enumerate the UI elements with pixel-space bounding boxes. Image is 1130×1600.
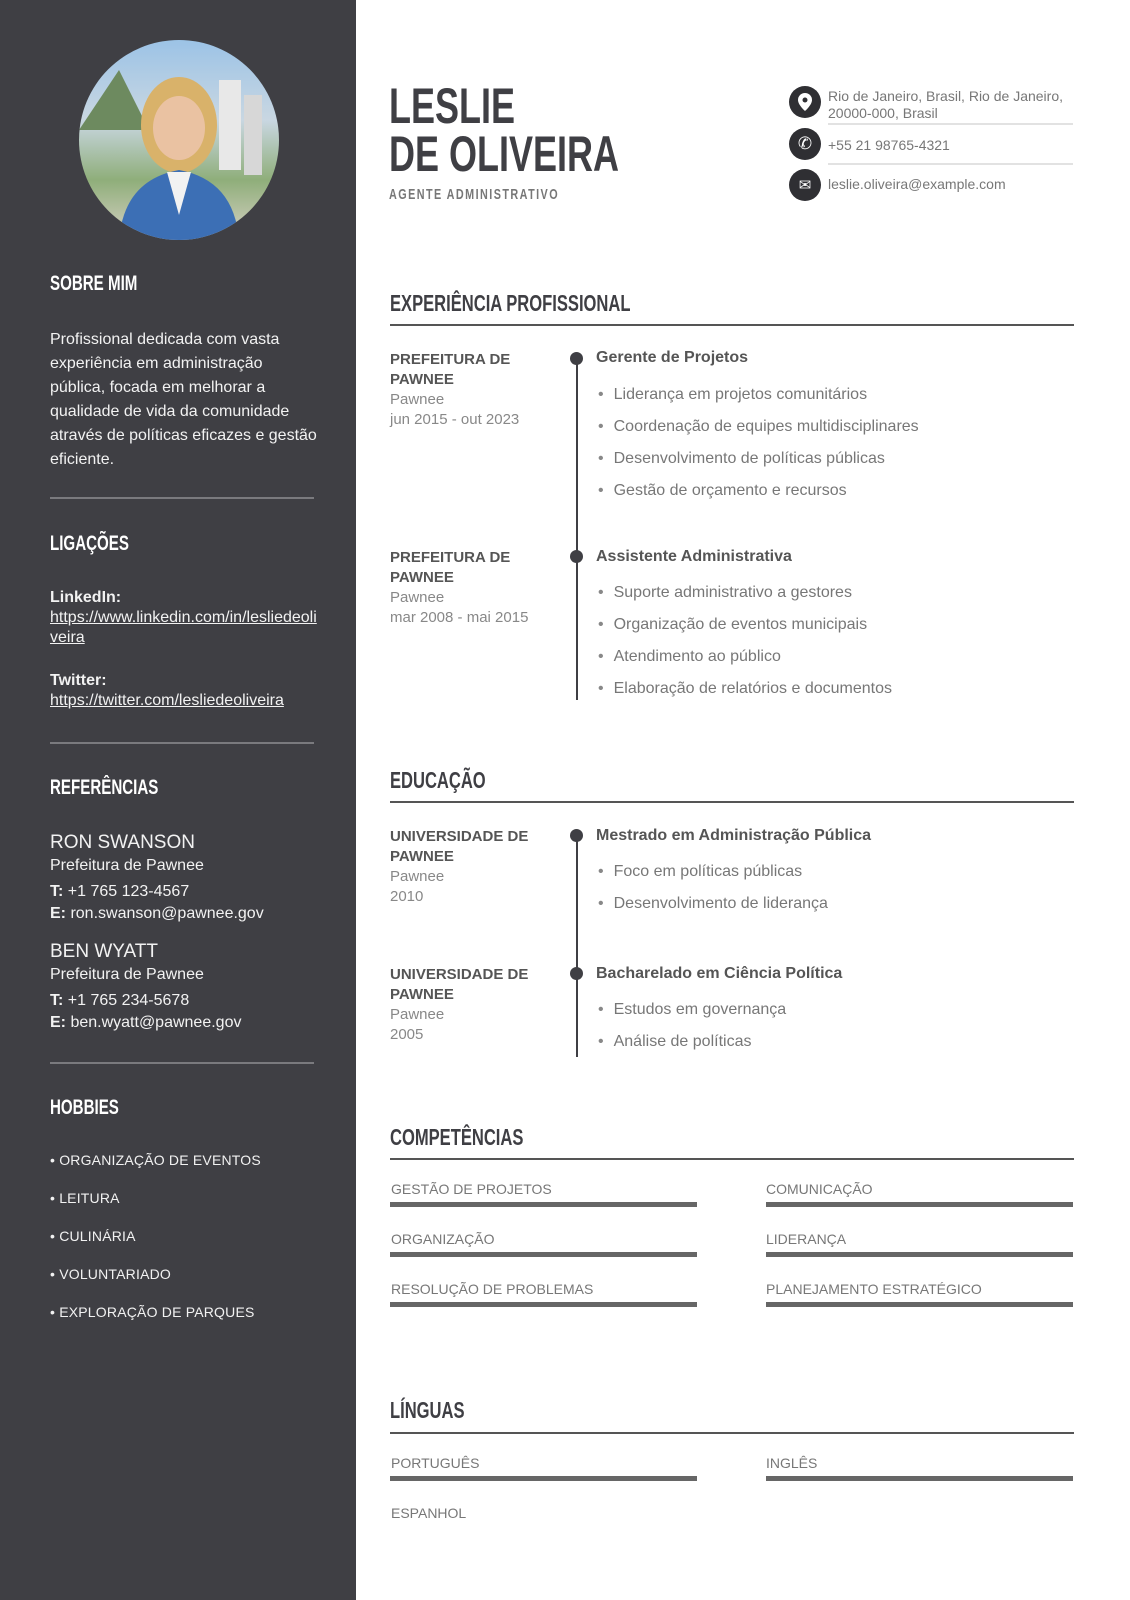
bullet: • Estudos em governança: [598, 1001, 786, 1019]
email: leslie.oliveira@example.com: [828, 176, 1006, 192]
job-title: AGENTE ADMINISTRATIVO: [389, 186, 560, 203]
hobby-item: • EXPLORAÇÃO DE PARQUES: [50, 1304, 255, 1320]
about-text: Profissional dedicada com vasta experiência em administração pública, focada em melhorar a qualidade de vida da comunidade através de políticas eficazes e gestão eficiente.: [50, 331, 317, 468]
skill-name: ORGANIZAÇÃO: [391, 1231, 495, 1247]
language-name: INGLÊS: [766, 1455, 818, 1471]
sidebar: [0, 0, 356, 1600]
hobby-item: • CULINÁRIA: [50, 1228, 136, 1244]
reference-email: ron.swanson@pawnee.gov: [70, 905, 264, 922]
linkedin-label: LinkedIn:: [50, 589, 122, 606]
dates: 2005: [390, 1026, 424, 1043]
hobby-item: • LEITURA: [50, 1190, 120, 1206]
skill-bar: [766, 1252, 1073, 1257]
hobby-item: • VOLUNTARIADO: [50, 1266, 172, 1282]
bullet: • Coordenação de equipes multidisciplinares: [598, 418, 919, 436]
reference-org: Prefeitura de Pawnee: [50, 857, 204, 874]
skill-bar: [390, 1252, 697, 1257]
divider: [390, 324, 1074, 326]
location-icon: [789, 86, 821, 118]
timeline-line: [576, 358, 578, 700]
bullet: • Desenvolvimento de liderança: [598, 895, 828, 913]
reference-name: BEN WYATT: [50, 941, 159, 962]
references-heading: REFERÊNCIAS: [50, 776, 159, 799]
education-heading: EDUCAÇÃO: [390, 767, 486, 793]
divider: [828, 163, 1073, 165]
reference-phone: +1 765 234-5678: [67, 992, 190, 1009]
role: Gerente de Projetos: [596, 349, 749, 366]
org-city: Pawnee: [390, 1006, 445, 1023]
last-name: DE OLIVEIRA: [389, 126, 620, 182]
bullet: • Foco em políticas públicas: [598, 863, 802, 881]
org-city: Pawnee: [390, 868, 445, 885]
org-name: PREFEITURA DE PAWNEE: [390, 351, 511, 388]
degree: Bacharelado em Ciência Política: [596, 965, 843, 982]
org-city: Pawnee: [390, 589, 445, 606]
divider: [390, 1432, 1074, 1434]
reference-email: ben.wyatt@pawnee.gov: [70, 1014, 242, 1031]
language-bar: [390, 1476, 697, 1481]
education-org-info: [390, 965, 560, 1045]
experience-heading: EXPERIÊNCIA PROFISSIONAL: [390, 290, 631, 316]
org-name: UNIVERSIDADE DE PAWNEE: [390, 828, 529, 865]
bullet: • Liderança em projetos comunitários: [598, 386, 867, 404]
dates: mar 2008 - mai 2015: [390, 609, 529, 626]
skill-name: LIDERANÇA: [766, 1231, 847, 1247]
email-label: E:: [50, 1014, 66, 1031]
bullet: • Suporte administrativo a gestores: [598, 584, 852, 602]
timeline-line: [576, 835, 578, 1057]
skill-bar: [766, 1302, 1073, 1307]
phone: +55 21 98765-4321: [828, 137, 950, 153]
bullet: • Análise de políticas: [598, 1033, 751, 1051]
phone-label: T:: [50, 992, 64, 1009]
divider: [828, 123, 1073, 125]
dates: 2010: [390, 888, 424, 905]
timeline-dot: [570, 829, 583, 842]
profile-photo: [79, 40, 279, 240]
phone-icon: ✆: [789, 128, 821, 160]
bullet: • Atendimento ao público: [598, 648, 781, 666]
reference-item: [50, 831, 264, 925]
timeline-dot: [570, 967, 583, 980]
skill-name: RESOLUÇÃO DE PROBLEMAS: [391, 1281, 594, 1297]
bullet: • Elaboração de relatórios e documentos: [598, 680, 892, 698]
reference-item: [50, 940, 241, 1034]
hobbies-heading: HOBBIES: [50, 1096, 119, 1119]
timeline-dot: [570, 550, 583, 563]
language-name: PORTUGUÊS: [391, 1455, 480, 1471]
skill-bar: [390, 1302, 697, 1307]
twitter-label: Twitter:: [50, 672, 107, 689]
role: Assistente Administrativa: [596, 548, 792, 565]
languages-heading: LÍNGUAS: [390, 1397, 465, 1423]
twitter-link[interactable]: https://twitter.com/lesliedeoliveira: [50, 692, 284, 709]
org-name: UNIVERSIDADE DE PAWNEE: [390, 966, 529, 1003]
linkedin-link[interactable]: https://www.linkedin.com/in/lesliedeoliveira: [50, 609, 317, 646]
bullet: • Desenvolvimento de políticas públicas: [598, 450, 885, 468]
skills-heading: COMPETÊNCIAS: [390, 1124, 524, 1150]
experience-org-info: [390, 548, 560, 628]
hobby-item: • ORGANIZAÇÃO DE EVENTOS: [50, 1152, 261, 1168]
divider: [50, 742, 314, 744]
language-bar: [766, 1476, 1073, 1481]
skill-name: PLANEJAMENTO ESTRATÉGICO: [766, 1281, 982, 1297]
divider: [50, 1062, 314, 1064]
skill-bar: [766, 1202, 1073, 1207]
org-city: Pawnee: [390, 391, 445, 408]
reference-name: RON SWANSON: [50, 832, 195, 853]
address-line2: 20000-000, Brasil: [828, 105, 938, 121]
reference-org: Prefeitura de Pawnee: [50, 966, 204, 983]
divider: [50, 497, 314, 499]
skill-name: GESTÃO DE PROJETOS: [391, 1181, 552, 1197]
language-name: ESPANHOL: [391, 1505, 467, 1521]
degree: Mestrado em Administração Pública: [596, 827, 872, 844]
email-label: E:: [50, 905, 66, 922]
timeline-dot: [570, 352, 583, 365]
bullet: • Gestão de orçamento e recursos: [598, 482, 847, 500]
reference-phone: +1 765 123-4567: [67, 883, 190, 900]
address-line1: Rio de Janeiro, Brasil, Rio de Janeiro,: [828, 88, 1064, 104]
about-heading: SOBRE MIM: [50, 272, 138, 295]
experience-org-info: [390, 350, 560, 430]
org-name: PREFEITURA DE PAWNEE: [390, 549, 511, 586]
divider: [390, 1158, 1074, 1160]
divider: [390, 801, 1074, 803]
education-org-info: [390, 827, 560, 907]
email-icon: ✉: [789, 169, 821, 201]
skill-bar: [390, 1202, 697, 1207]
dates: jun 2015 - out 2023: [390, 411, 520, 428]
skill-name: COMUNICAÇÃO: [766, 1181, 873, 1197]
first-name: LESLIE: [389, 78, 516, 134]
links-heading: LIGAÇÕES: [50, 532, 129, 555]
bullet: • Organização de eventos municipais: [598, 616, 867, 634]
phone-label: T:: [50, 883, 64, 900]
